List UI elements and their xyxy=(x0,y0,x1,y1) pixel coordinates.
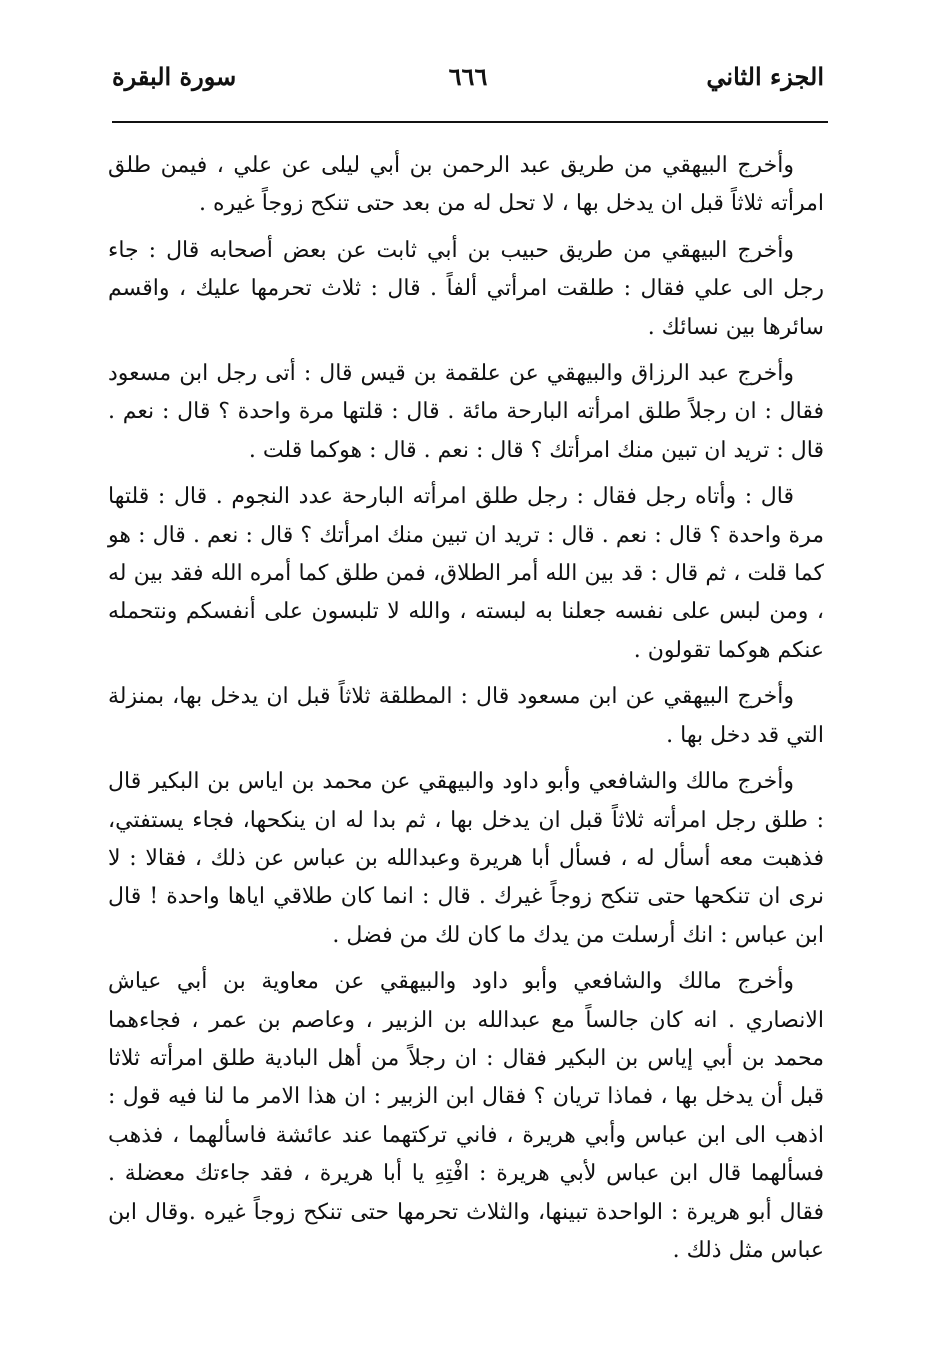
page-number: ٦٦٦ xyxy=(448,62,488,91)
paragraph: وأخرج مالك والشافعي وأبو داود والبيهقي عن معاوية بن أبي عياش الانصاري . انه كان جالساً مع عبدالله بن الزبير ، وعاصم بن عمر ، فجاءهما محمد بن أبي إياس بن البكير فقال : ان رجلاً من أهل البادية طلق امرأته ثلاثا قبل أن يدخل بها ، فماذا تريان ؟ فقال ابن الزبير : ان هذا الامر ما لنا فيه قول : اذهب الى ابن عباس وأبي هريرة ، فاني تركتهما عند عائشة فاسألهما ، فذهب فسألهما قال ابن عباس لأبي هريرة : افْتِهِ يا أبا هريرة ، فقد جاءتك معضلة . فقال أبو هريرة : الواحدة تبينها، والثلاث تحرمها حتى تنكح زوجاً غيره .وقال ابن عباس مثل ذلك . xyxy=(108,969,824,1263)
header-divider xyxy=(112,121,828,123)
paragraph: وأخرج البيهقي عن ابن مسعود قال : المطلقة ثلاثاً قبل ان يدخل بها، بمنزلة التي قد دخل بها . xyxy=(108,684,824,748)
paragraph: وأخرج البيهقي من طريق حبيب بن أبي ثابت عن بعض أصحابه قال : جاء رجل الى علي فقال : طلقت امرأتي ألفاً . قال : ثلاث تحرمها عليك ، واقسم سائرها بين نسائك . xyxy=(108,237,824,340)
paragraph: قال : وأتاه رجل فقال : رجل طلق امرأته البارحة عدد النجوم . قال : قلتها مرة واحدة ؟ قال : نعم . قال : تريد ان تبين منك امرأتك ؟ قال : نعم . قال : هو كما قلت ، ثم قال : قد بين الله أمر الطلاق، فمن طلق كما أمره الله فقد بين له ، ومن لبس على نفسه جعلنا به لبسته ، والله لا تلبسون على أنفسكم ونتحمله عنكم هوكما تقولون . xyxy=(108,484,824,663)
running-header xyxy=(112,60,824,110)
volume-part-label: الجزء الثاني xyxy=(706,62,824,91)
paragraph: وأخرج مالك والشافعي وأبو داود والبيهقي عن محمد بن اياس بن البكير قال : طلق رجل امرأته ثلاثاً قبل ان يدخل بها ، ثم بدا له ان ينكحها، فجاء يستفتي، فذهبت معه أسأل له ، فسأل أبا هريرة وعبدالله بن عباس عن ذلك ، فقالا : لا نرى ان تنكحها حتى تنكح زوجاً غيرك . قال : انما كان طلاقي اياها واحدة ! قال ابن عباس : انك أرسلت من يدك ما كان لك من فضل . xyxy=(108,769,824,948)
main-text xyxy=(108,147,824,1278)
paragraph: وأخرج عبد الرزاق والبيهقي عن علقمة بن قيس قال : أتى رجل ابن مسعود فقال : ان رجلاً طلق امرأته البارحة مائة . قال : قلتها مرة واحدة ؟ قال : نعم . قال : تريد ان تبين منك امرأتك ؟ قال : نعم . قال : هوكما قلت . xyxy=(108,361,824,463)
paragraph: وأخرج البيهقي من طريق عبد الرحمن بن أبي ليلى عن علي ، فيمن طلق امرأته ثلاثاً قبل ان يدخل بها ، لا تحل له من بعد حتى تنكح زوجاً غيره . xyxy=(108,153,824,217)
surah-title: سورة البقرة xyxy=(112,62,237,91)
